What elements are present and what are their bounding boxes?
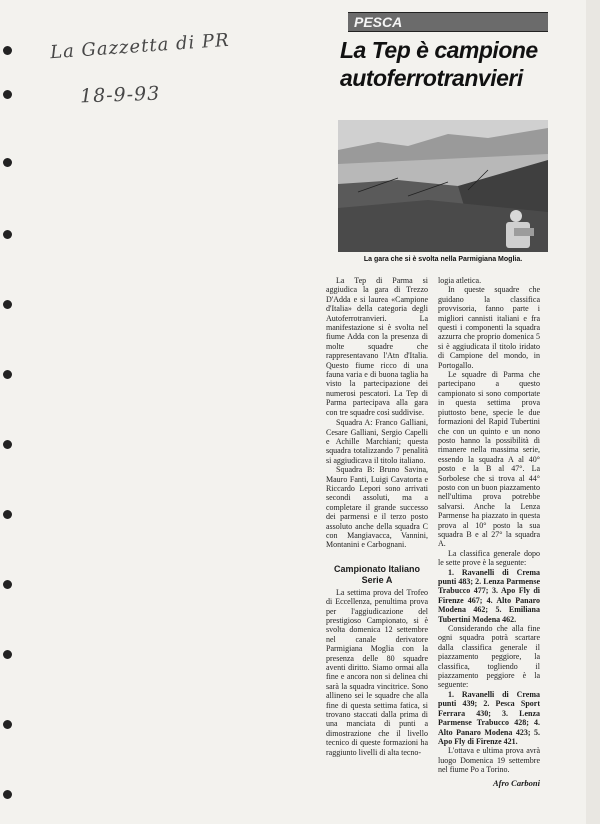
photo-illustration	[338, 120, 548, 252]
binder-hole	[3, 790, 12, 799]
byline: Afro Carboni	[493, 777, 540, 788]
section-band	[348, 12, 548, 32]
subheading-line-2: Serie A	[361, 574, 393, 585]
binder-hole	[3, 650, 12, 659]
paragraph: In queste squadre che guidano la classifica provvisoria, fanno parte i migliori cannisti italiani e fra questi i componenti la squadra azzurra che proprio domenica 5 si è aggiudicata il titolo iridato di Campione del mondo, in Portogallo.	[438, 285, 540, 370]
standings-list: 1. Ravanelli di Crema punti 483; 2. Lenza Parmense Trabucco 477; 3. Apo Fly di Firenze 467; 4. Alto Panaro Modena 462; 5. Emiliana Tubertini Modena 462.	[438, 567, 540, 624]
headline-line-2: autoferrotranvieri	[340, 65, 523, 91]
paragraph: Considerando che alla fine ogni squadra potrà scartare dalla classifica generale il piazzamento peggiore, la classifica, togliendo il piazzamento peggiore è la seguente:	[438, 624, 540, 690]
newspaper-clipping	[326, 8, 552, 788]
section-label: PESCA	[354, 14, 403, 30]
binder-hole	[3, 90, 12, 99]
paragraph: La classifica generale dopo le sette prove è la seguente:	[438, 548, 540, 568]
binder-hole	[3, 580, 12, 589]
scan-edge	[586, 0, 600, 824]
binder-hole	[3, 230, 12, 239]
photo-caption: La gara che si è svolta nella Parmigiana Moglia.	[363, 256, 523, 263]
paragraph: La Tep di Parma si aggiudica la gara di Trezzo D'Adda e si laurea «Campione d'Italia» della categoria degli Autoferrotranvieri. La manifestazione si è svolta nel fiume Adda con la presenza di molte squadre che rappresentavano l'Atn d'Italia. Questo fiume ricco di una fauna varia e di buona taglia ha visto la partecipazione dei numerosi pescatori. La Tep di Parma partecipava alla gara con tre squadre così suddivise.	[326, 276, 428, 417]
binder-hole	[3, 510, 12, 519]
subheading-line-1: Campionato Italiano	[333, 563, 420, 574]
paragraph: L'ottava e ultima prova avrà luogo Domenica 19 settembre nel fiume Po a Torino.	[438, 746, 540, 775]
binder-hole	[3, 440, 12, 449]
article-photo	[338, 120, 548, 252]
paragraph: La settima prova del Trofeo di Eccellenza, penultima prova per l'aggiudicazione del prestigioso Campionato, si è svolta domenica 12 settembre nel canale derivatore Parmigiana Moglia con la presenza delle 80 squadre aventi diritto. Siamo ormai alla fine e ancora non si delinea chi sarà la squadra vincitrice. Sono allineno sei le squadre che alla fine di questa settima fatica, si trovano staccati dalla prima di una manciata di punti a dimostrazione che il livello tecnico di queste formazioni ha raggiunto livelli di alta tecno-	[326, 587, 428, 757]
binder-hole	[3, 46, 12, 55]
headline-line-1: La Tep è campione	[340, 37, 538, 63]
handwritten-source-note: La Gazzetta di PR	[49, 29, 231, 64]
paragraph: Squadra B: Bruno Savina, Mauro Fanti, Luigi Cavatorta e Riccardo Lepori sono arrivati secondi assoluti, ma a completare il grande successo dei parmensi e il terzo posto assoluto anche della squadra C con Mangiavacca, Vannini, Montanini e Carbognani.	[326, 465, 428, 550]
article-column-right	[438, 276, 540, 788]
article-column-left	[326, 276, 428, 757]
subheading	[326, 564, 428, 586]
binder-hole	[3, 720, 12, 729]
headline	[340, 36, 552, 92]
paragraph: logia atletica.	[438, 276, 482, 285]
binder-hole	[3, 158, 12, 167]
standings-list: 1. Ravanelli di Crema punti 439; 2. Pesca Sport Ferrara 430; 3. Lenza Parmense Trabucco 428; 4. Alto Panaro Modena 423; 5. Apo Fly di Firenze 421.	[438, 689, 540, 746]
binder-hole	[3, 370, 12, 379]
binder-hole	[3, 300, 12, 309]
handwritten-date-note: 18-9-93	[79, 82, 161, 108]
paragraph: Squadra A: Franco Galliani, Cesare Galliani, Sergio Capelli e Achille Marchiani; questa squadra totalizzando 7 penalità si aggiudicava il titolo italiano.	[326, 418, 428, 465]
paragraph: Le squadre di Parma che partecipano a questo campionato si sono comportate in questa settima prova piuttosto bene, specie le due formazioni del Rapid Tubertini che con un quinto e un nono posto hanno la possibilità di rimanere nella massima serie, essendo la squadra A al 40° posto e la B al 47°. La Sorbolese che si trova al 44° posto con un buon piazzamento nell'ultima prova potrebbe salvarsi. Anche la Lenza Parmense ha piazzato in questa prova al 10° posto la sua squadra B e al 27° la squadra A.	[438, 370, 540, 549]
